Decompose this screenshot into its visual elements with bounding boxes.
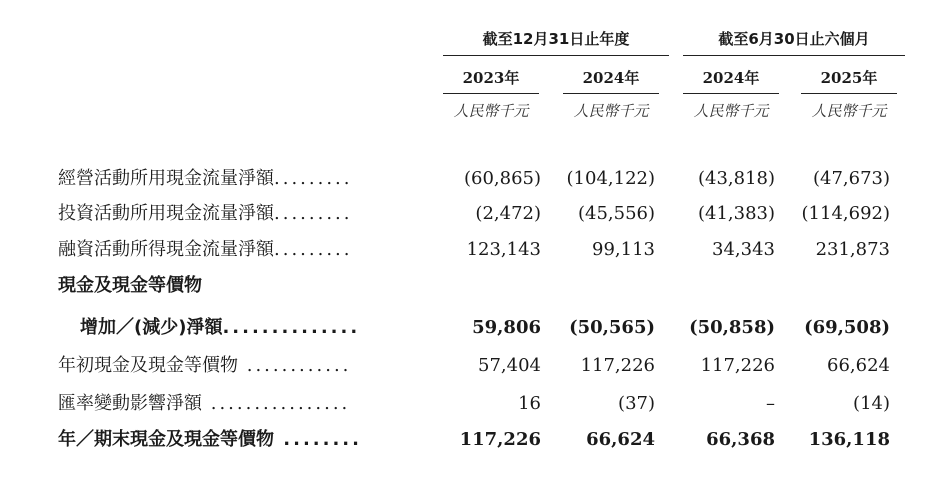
leader-dots: ......... — [274, 239, 353, 260]
value-cell: (47,673) — [812, 168, 890, 189]
row-label — [58, 234, 418, 266]
unit-label-3: 人民幣千元 — [693, 102, 769, 120]
value-cell: – — [766, 393, 775, 414]
table-row — [0, 234, 951, 266]
period-header-year: 截至12月31日止年度 — [443, 28, 669, 56]
value-cell: (104,122) — [566, 168, 655, 189]
value-cell: 117,226 — [459, 429, 541, 450]
table-row — [0, 388, 951, 420]
row-label — [58, 424, 418, 456]
value-cell: (50,858) — [689, 317, 775, 338]
row-label — [58, 270, 418, 302]
value-cell: 57,404 — [478, 355, 541, 376]
row-label — [58, 163, 418, 195]
value-cell: 231,873 — [815, 239, 890, 260]
value-cell: 66,624 — [827, 355, 890, 376]
row-label-text: 匯率變動影響淨額 — [58, 393, 202, 414]
year-header-4: 2025年 — [801, 67, 897, 94]
value-cell: (50,565) — [569, 317, 655, 338]
unit-label-1: 人民幣千元 — [453, 102, 529, 120]
leader-dots: ........ — [274, 429, 362, 450]
value-cell: (114,692) — [801, 203, 890, 224]
value-cell: 99,113 — [592, 239, 655, 260]
row-label-text: 年初現金及現金等價物 — [58, 355, 238, 376]
value-cell: 59,806 — [472, 317, 541, 338]
value-cell: 66,624 — [586, 429, 655, 450]
row-label — [58, 198, 418, 230]
leader-dots: ............ — [238, 355, 352, 376]
row-label — [58, 350, 418, 382]
row-label-text: 年／期末現金及現金等價物 — [58, 429, 274, 450]
period-header-halfyear: 截至6月30日止六個月 — [683, 28, 905, 56]
value-cell: (37) — [618, 393, 655, 414]
leader-dots: ......... — [274, 168, 353, 189]
leader-dots: .............. — [222, 317, 361, 338]
value-cell: (45,556) — [577, 203, 655, 224]
value-cell: 117,226 — [580, 355, 655, 376]
row-label-text: 現金及現金等價物 — [58, 275, 202, 296]
table-row — [0, 350, 951, 382]
row-label-text: 投資活動所用現金流量淨額 — [58, 203, 274, 224]
row-label-text: 經營活動所用現金流量淨額 — [58, 168, 274, 189]
leader-dots: ................ — [202, 393, 351, 414]
row-label-text: 融資活動所得現金流量淨額 — [58, 239, 274, 260]
row-label-text: 增加／(減少)淨額 — [80, 317, 223, 338]
value-cell: 16 — [518, 393, 541, 414]
value-cell: 66,368 — [706, 429, 775, 450]
year-header-1: 2023年 — [443, 67, 539, 94]
value-cell: (60,865) — [463, 168, 541, 189]
leader-dots: ......... — [274, 203, 353, 224]
row-label — [80, 312, 418, 344]
table-row — [0, 270, 951, 302]
unit-label-2: 人民幣千元 — [573, 102, 649, 120]
row-label — [58, 388, 418, 420]
value-cell: (2,472) — [475, 203, 541, 224]
year-header-3: 2024年 — [683, 67, 779, 94]
table-row — [0, 163, 951, 195]
table-row — [0, 424, 951, 456]
value-cell: 136,118 — [808, 429, 890, 450]
value-cell: (14) — [853, 393, 890, 414]
table-row — [0, 198, 951, 230]
value-cell: 123,143 — [466, 239, 541, 260]
value-cell: (41,383) — [697, 203, 775, 224]
value-cell: 117,226 — [700, 355, 775, 376]
value-cell: (43,818) — [697, 168, 775, 189]
value-cell: 34,343 — [712, 239, 775, 260]
unit-label-4: 人民幣千元 — [811, 102, 887, 120]
value-cell: (69,508) — [804, 317, 890, 338]
year-header-2: 2024年 — [563, 67, 659, 94]
table-row — [0, 312, 951, 344]
